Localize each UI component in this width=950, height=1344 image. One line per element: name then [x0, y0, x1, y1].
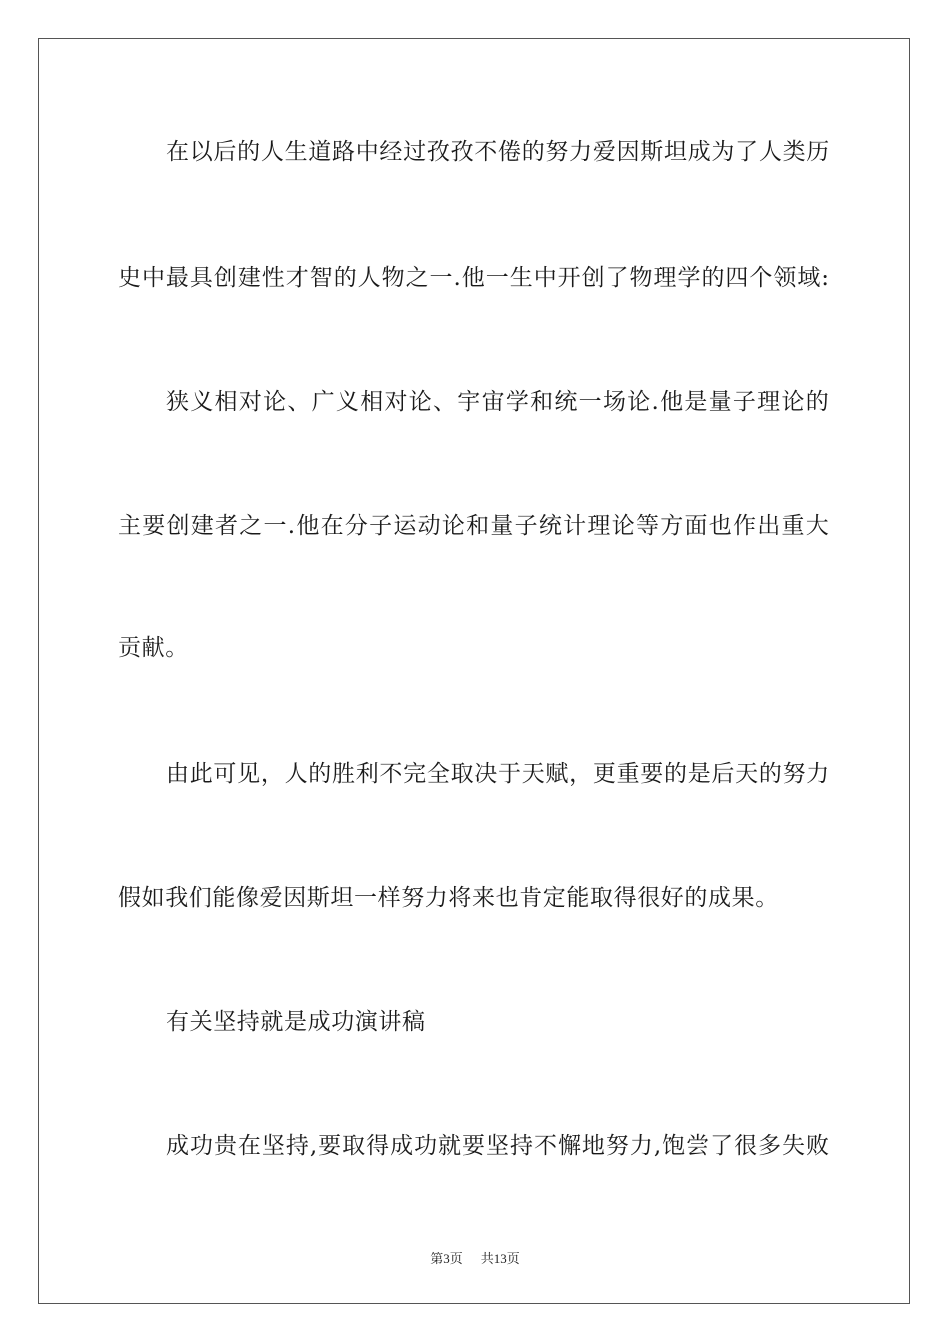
page-footer	[0, 1248, 950, 1267]
text-line-6: 由此可见，人的胜利不完全取决于天赋，更重要的是后天的努力	[166, 761, 830, 787]
page-border	[38, 38, 910, 1304]
text-line-3: 狭义相对论、广义相对论、宇宙学和统一场论.他是量子理论的	[166, 389, 830, 415]
text-line-1: 在以后的人生道路中经过孜孜不倦的努力爱因斯坦成为了人类历	[166, 139, 830, 165]
text-line-7: 假如我们能像爱因斯坦一样努力将来也肯定能取得很好的成果。	[118, 885, 779, 911]
text-line-4: 主要创建者之一.他在分子运动论和量子统计理论等方面也作出重大	[118, 513, 830, 539]
text-line-5: 贡献。	[118, 635, 189, 661]
text-line-2: 史中最具创建性才智的人物之一.他一生中开创了物理学的四个领域:	[118, 265, 830, 291]
text-line-9: 成功贵在坚持,要取得成功就要坚持不懈地努力,饱尝了很多失败	[166, 1133, 830, 1159]
page-number: 第3页	[430, 1251, 463, 1266]
section-heading: 有关坚持就是成功演讲稿	[166, 1009, 426, 1035]
page-total: 共13页	[480, 1251, 520, 1266]
